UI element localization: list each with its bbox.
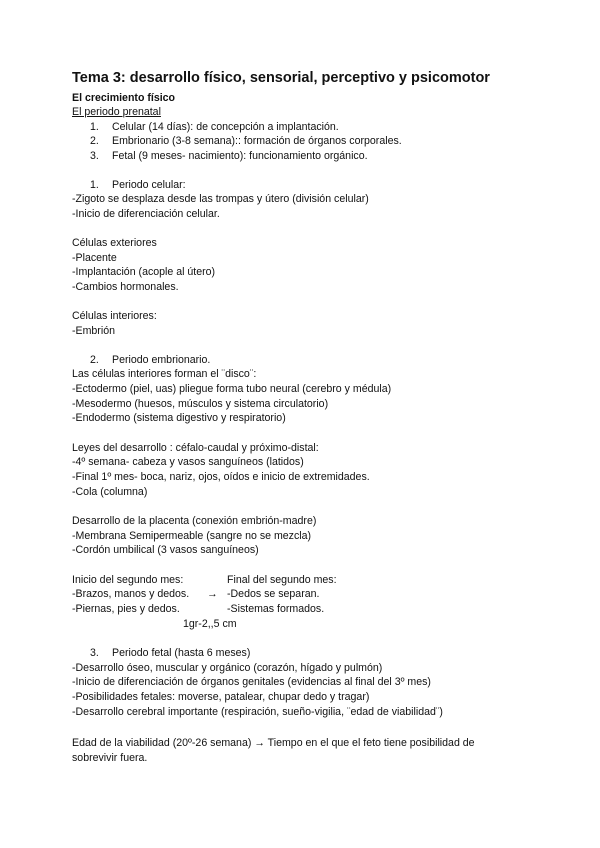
fetal-line: -Posibilidades fetales: moverse, patalear, chupar dedo y tragar) bbox=[72, 691, 370, 703]
leyes-line: -4º semana- cabeza y vasos sanguíneos (latidos) bbox=[72, 456, 304, 468]
document-title: Tema 3: desarrollo físico, sensorial, perceptivo y psicomotor bbox=[72, 70, 490, 86]
interiores-heading: Células interiores: bbox=[72, 310, 157, 322]
exteriores-heading: Células exteriores bbox=[72, 237, 157, 249]
arrow-icon: → bbox=[207, 588, 218, 600]
placenta-line: -Membrana Semipermeable (sangre no se mezcla) bbox=[72, 530, 312, 542]
leyes-line: -Final 1º mes- boca, nariz, ojos, oídos e inicio de extremidades. bbox=[72, 471, 370, 483]
celular-line: -Zigoto se desplaza desde las trompas y útero (división celular) bbox=[72, 193, 369, 205]
exteriores-line: -Cambios hormonales. bbox=[72, 281, 179, 293]
embrionario-line: -Mesodermo (huesos, músculos y sistema circulatorio) bbox=[72, 398, 329, 410]
final-segundo-mes-line: -Dedos se separan. bbox=[227, 588, 320, 600]
embrionario-line: Las células interiores forman el ¨disco¨: bbox=[72, 368, 257, 380]
inicio-segundo-mes-heading: Inicio del segundo mes: bbox=[72, 574, 184, 586]
fetal-heading: 3. Periodo fetal (hasta 6 meses) bbox=[90, 647, 251, 659]
embrionario-heading: 2. Periodo embrionario. bbox=[90, 354, 211, 366]
celular-line: -Inicio de diferenciación celular. bbox=[72, 208, 220, 220]
interiores-line: -Embrión bbox=[72, 325, 115, 337]
size-note: 1gr-2,,5 cm bbox=[183, 618, 237, 630]
embrionario-line: -Endodermo (sistema digestivo y respiratorio) bbox=[72, 412, 286, 424]
exteriores-line: -Implantación (acople al útero) bbox=[72, 266, 216, 278]
final-segundo-mes-heading: Final del segundo mes: bbox=[227, 574, 337, 586]
final-segundo-mes-line: -Sistemas formados. bbox=[227, 603, 325, 615]
embrionario-line: -Ectodermo (piel, uas) pliegue forma tubo neural (cerebro y médula) bbox=[72, 383, 392, 395]
inicio-segundo-mes-line: -Brazos, manos y dedos. bbox=[72, 588, 190, 600]
stage-item: 2. Embrionario (3-8 semana):: formación de órganos corporales. bbox=[90, 135, 402, 147]
exteriores-line: -Placente bbox=[72, 252, 117, 264]
leyes-line: -Cola (columna) bbox=[72, 486, 148, 498]
section-heading: El crecimiento físico bbox=[72, 92, 176, 104]
stage-item: 1. Celular (14 días): de concepción a implantación. bbox=[90, 121, 339, 133]
fetal-line: -Desarrollo cerebral importante (respiración, sueño-vigilia, ¨edad de viabilidad¨) bbox=[72, 706, 443, 718]
fetal-line: -Desarrollo óseo, muscular y orgánico (corazón, hígado y pulmón) bbox=[72, 662, 383, 674]
stage-item: 3. Fetal (9 meses- nacimiento): funcionamiento orgánico. bbox=[90, 150, 368, 162]
celular-heading: 1. Periodo celular: bbox=[90, 179, 186, 191]
placenta-line: -Cordón umbilical (3 vasos sanguíneos) bbox=[72, 544, 259, 556]
subsection-heading: El periodo prenatal bbox=[72, 106, 161, 118]
placenta-line: Desarrollo de la placenta (conexión embrión-madre) bbox=[72, 515, 317, 527]
viabilidad-line: Edad de la viabilidad (20º-26 semana) → Tiempo en el que el feto tiene posibilidad de bbox=[72, 737, 475, 749]
viabilidad-line: sobrevivir fuera. bbox=[72, 752, 148, 764]
fetal-line: -Inicio de diferenciación de órganos genitales (evidencias al final del 3º mes) bbox=[72, 676, 431, 688]
inicio-segundo-mes-line: -Piernas, pies y dedos. bbox=[72, 603, 180, 615]
leyes-line: Leyes del desarrollo : céfalo-caudal y próximo-distal: bbox=[72, 442, 319, 454]
